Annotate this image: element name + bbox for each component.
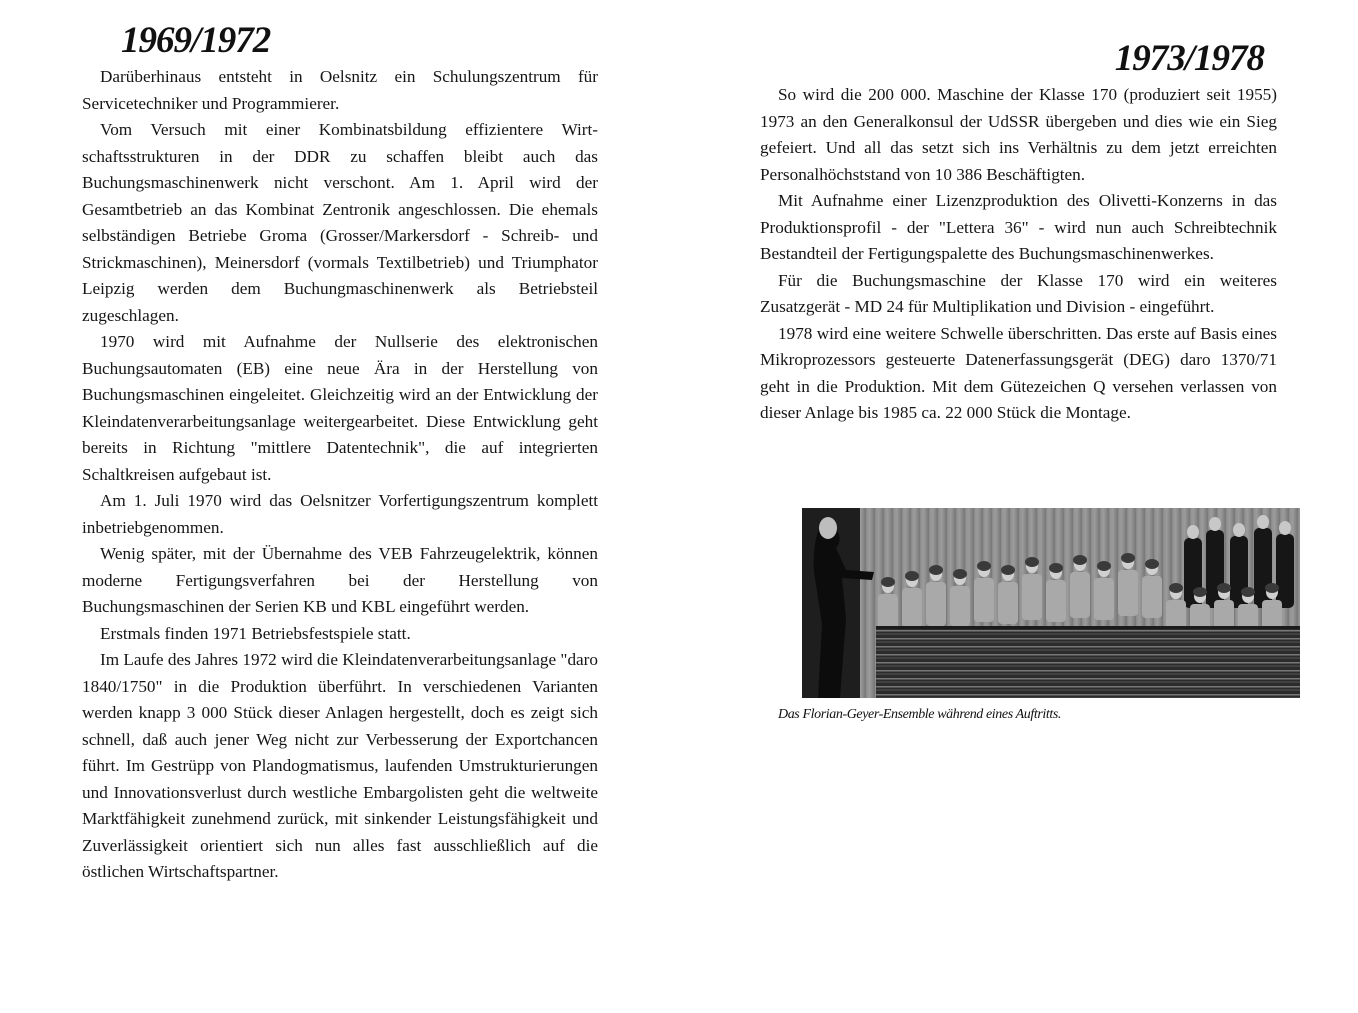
choir-photo [802, 508, 1300, 698]
paragraph: Vom Versuch mit einer Kombinatsbildung effizientere Wirtschaftsstrukturen in der DDR zu schaffen bleibt auch das Buchungsmaschinenwerk nicht verschont. Am 1. April wird der Gesamtbetrieb an das Kombinat Zentronik angeschlossen. Die ehemals selbständigen Betriebe Groma (Grosser/Markersdorf - Schreib- und Strickmaschinen), Meinersdorf (vormals Textilbetrieb) und Triumphator Leipzig werden dem Buchungmaschinenwerk als Betriebsteil zugeschlagen. [82, 120, 598, 325]
right-page-heading: 1973/1978 [1114, 38, 1264, 79]
photo-caption: Das Florian-Geyer-Ensemble während eines Auftritts. [778, 707, 1061, 722]
paragraph: Erstmals finden 1971 Betriebsfestspiele statt. [100, 623, 411, 643]
paragraph: Darüberhinaus entsteht in Oelsnitz ein Schulungszentrum für Servicetechniker und Programmierer. [82, 67, 598, 113]
left-page-body [82, 64, 598, 886]
paragraph: Am 1. Juli 1970 wird das Oelsnitzer Vorfertigungszentrum komplett inbetriebgenommen. [82, 491, 598, 537]
paragraph: 1978 wird eine weitere Schwelle überschritten. Das erste auf Basis eines Mikroprozessors gesteuerte Datenerfassungsgerät (DEG) daro 1370/71 geht in die Produktion. Mit dem Gütezeichen Q versehen verlassen von dieser Anlage bis 1985 ca. 22 000 Stück die Montage. [760, 323, 1277, 422]
left-page-heading: 1969/1972 [121, 20, 271, 61]
paragraph: Im Laufe des Jahres 1972 wird die Kleindatenverarbeitungsanlage "daro 1840/1750" in die Produktion überführt. In verschiedenen Varianten werden knapp 3 000 Stück dieser Anlagen hergestellt, doch es zeigt sich schnell, daß auch jener Weg nicht zur Verbesserung der Exportchancen führt. Im Gestrüpp von Plandogmatismus, laufenden Umstrukturierungen und Innovationsverlust durch westliche Embargolisten geht die weltweite Marktfähigkeit zunehmend zurück, mit sinkender Leistungsfähigkeit und Zuverlässigkeit orientiert sich nun alles fast ausschließlich auf die östlichen Wirtschaftspartner. [82, 650, 598, 881]
paragraph: Mit Aufnahme einer Lizenzproduktion des Olivetti-Konzerns in das Produktionsprofil - der "Lettera 36" - wird nun auch Schreibtechnik Bestandteil der Fertigungspalette des Buchungsmaschinenwerkes. [760, 191, 1277, 263]
choir-photo-image [802, 508, 1300, 698]
paragraph: 1970 wird mit Aufnahme der Nullserie des elektronischen Buchungsautomaten (EB) eine neue Ära in der Herstellung von Buchungsmaschinen eingeleitet. Gleichzeitig wird an der Entwicklung der Kleindatenverarbeitungsanlage weitergearbeitet. Diese Entwicklung geht bereits in Richtung "mittlere Datentechnik", die auf integrierten Schaltkreisen aufgebaut ist. [82, 332, 598, 484]
right-page-body [760, 82, 1277, 427]
paragraph: Wenig später, mit der Übernahme des VEB Fahrzeugelektrik, können moderne Fertigungsverfahren bei der Herstellung von Buchungsmaschinen der Serien KB und KBL eingeführt werden. [82, 544, 598, 616]
paragraph: Für die Buchungsmaschine der Klasse 170 wird ein weiteres Zusatzgerät - MD 24 für Multiplikation und Division - eingeführt. [760, 270, 1277, 316]
paragraph: So wird die 200 000. Maschine der Klasse 170 (produziert seit 1955) 1973 an den Generalkonsul der UdSSR übergeben und dies wie ein Sieg gefeiert. Und all das setzt sich ins Verhältnis zu dem jetzt erreichten Personalhöchststand von 10 386 Beschäftigten. [760, 85, 1277, 184]
